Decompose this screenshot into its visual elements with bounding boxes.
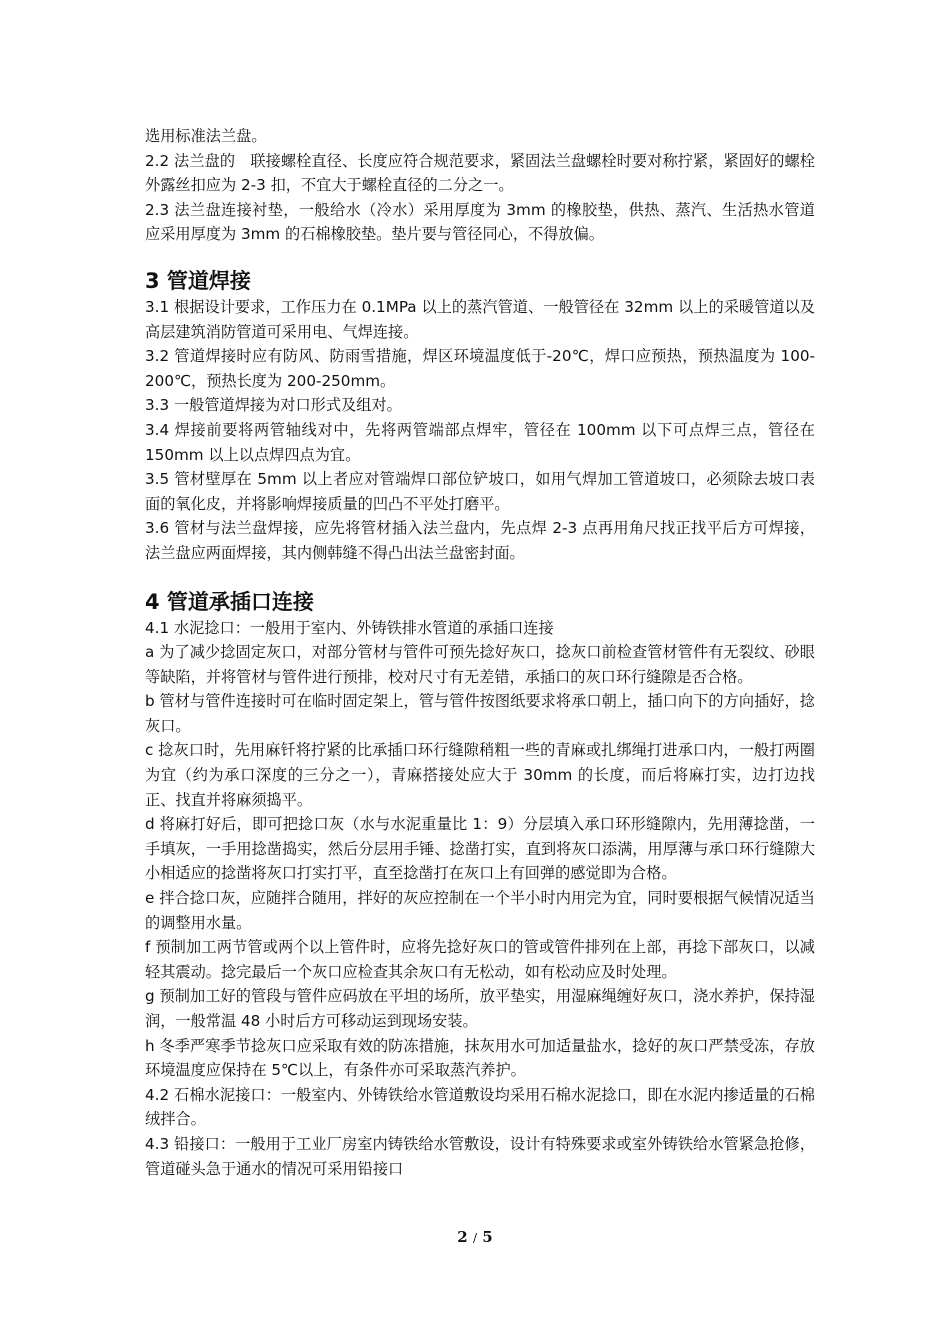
paragraph-3-6: 3.6 管材与法兰盘焊接，应先将管材插入法兰盘内，先点焊 2-3 点再用角尺找正找平后方可焊接，法兰盘应两面焊接，其内侧韩缝不得凸出法兰盘密封面。 [145, 519, 815, 562]
paragraph-3-1: 3.1 根据设计要求，工作压力在 0.1MPa 以上的蒸汽管道、一般管径在 32mm 以上的采暖管道以及高层建筑消防管道可采用电、气焊连接。 [145, 297, 815, 341]
page-number-total: 5 [482, 1228, 493, 1246]
paragraph-4-1-d: d 将麻打好后，即可把捻口灰（水与水泥重量比 1：9）分层填入承口环形缝隙内，先用薄捻凿，一手填灰，一手用捻凿捣实，然后分层用手锤、捻凿打实，直到将灰口添满，用厚薄与承口环行缝隙大小相适应的捻凿将灰口打实打平，直至捻凿打在灰口上有回弹的感觉即为合格。 [145, 815, 815, 883]
paragraph-2-3: 2.3 法兰盘连接衬垫，一般给水（冷水）采用厚度为 3mm 的橡胶垫，供热、蒸汽、生活热水管道应采用厚度为 3mm 的石棉橡胶垫。垫片要与管径同心，不得放偏。 [145, 200, 815, 244]
paragraph-4-1-a: a 为了减少捻固定灰口，对部分管材与管件可预先捻好灰口，捻灰口前检查管材管件有无裂纹、砂眼等缺陷，并将管材与管件进行预排，校对尺寸有无差错，承插口的灰口环行缝隙是否合格。 [145, 643, 815, 686]
paragraph-3-4: 3.4 焊接前要将两管轴线对中，先将两管端部点焊牢，管径在 100mm 以下可点焊三点，管径在 150mm 以上以点焊四点为宜。 [145, 420, 815, 464]
page-number-separator: / [472, 1231, 478, 1245]
paragraph-4-1-g: g 预制加工好的管段与管件应码放在平坦的场所，放平垫实，用湿麻绳缠好灰口，浇水养护，保持湿润，一般常温 48 小时后方可移动运到现场安装。 [145, 987, 815, 1030]
paragraph-4-1-h: h 冬季严寒季节捻灰口应采取有效的防冻措施，抹灰用水可加适量盐水，捻好的灰口严禁受冻，存放环境温度应保持在 5℃以上，有条件亦可采取蒸汽养护。 [145, 1036, 815, 1080]
section-heading-4: 4 管道承插口连接 [145, 589, 314, 614]
paragraph-4-1: 4.1 水泥捻口：一般用于室内、外铸铁排水管道的承插口连接 [145, 618, 554, 637]
paragraph-4-2: 4.2 石棉水泥接口：一般室内、外铸铁给水管道敷设均采用石棉水泥捻口，即在水泥内掺适量的石棉绒拌合。 [145, 1085, 815, 1129]
paragraph-intro-1: 选用标准法兰盘。 [145, 127, 267, 145]
page-number [0, 1228, 950, 1246]
paragraph-3-2: 3.2 管道焊接时应有防风、防雨雪措施，焊区环境温度低于-20℃，焊口应预热，预热温度为 100-200℃，预热长度为 200-250mm。 [145, 347, 815, 390]
paragraph-2-2: 2.2 法兰盘的 联接螺栓直径、长度应符合规范要求，紧固法兰盘螺栓时要对称拧紧，紧固好的螺栓外露丝扣应为 2-3 扣，不宜大于螺栓直径的二分之一。 [145, 151, 815, 195]
paragraph-4-1-c: c 捻灰口时，先用麻钎将拧紧的比承插口环行缝隙稍粗一些的青麻或扎绑绳打进承口内，一般打两圈为宜（约为承口深度的三分之一），青麻搭接处应大于 30mm 的长度，而后将麻打实，边打边找正、找直并将麻须捣平。 [145, 741, 815, 809]
paragraph-4-1-b: b 管材与管件连接时可在临时固定架上，管与管件按图纸要求将承口朝上，插口向下的方向插好，捻灰口。 [145, 692, 815, 735]
paragraph-4-3: 4.3 铅接口：一般用于工业厂房室内铸铁给水管敷设，设计有特殊要求或室外铸铁给水管紧急抢修，管道碰头急于通水的情况可采用铅接口 [145, 1134, 815, 1178]
paragraph-4-1-f: f 预制加工两节管或两个以上管件时，应将先捻好灰口的管或管件排列在上部，再捻下部灰口，以减轻其震动。捻完最后一个灰口应检查其余灰口有无松动，如有松动应及时处理。 [145, 938, 815, 981]
page-number-current: 2 [457, 1228, 468, 1246]
paragraph-3-3: 3.3 一般管道焊接为对口形式及组对。 [145, 396, 402, 415]
paragraph-3-5: 3.5 管材壁厚在 5mm 以上者应对管端焊口部位铲坡口，如用气焊加工管道坡口，必须除去坡口表面的氧化皮，并将影响焊接质量的凹凸不平处打磨平。 [145, 470, 815, 513]
paragraph-4-1-e: e 拌合捻口灰，应随拌合随用，拌好的灰应控制在一个半小时内用完为宜，同时要根据气候情况适当的调整用水量。 [145, 889, 815, 932]
section-heading-3: 3 管道焊接 [145, 268, 251, 293]
document-body [145, 124, 815, 1181]
